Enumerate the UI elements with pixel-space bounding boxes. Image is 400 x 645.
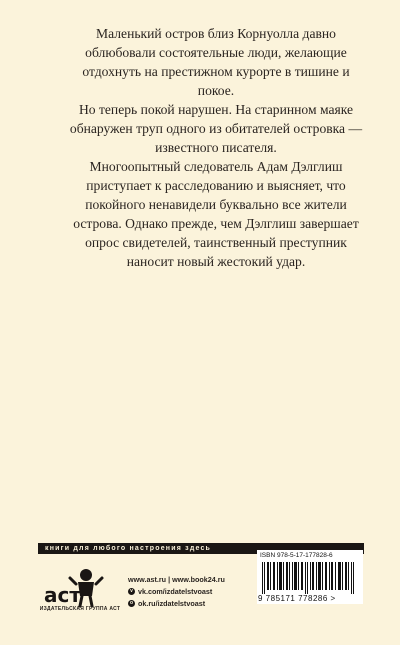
ok-link[interactable]: ok.ru/izdatelstvoast (138, 598, 206, 608)
blurb-paragraph: Маленький остров близ Корнуолла давно облюбовали состоятельные люди, желающие отдохнуть на престижном курорте в тишине и покое. (82, 26, 350, 98)
vk-icon: v (128, 588, 135, 595)
blurb-paragraph: Многоопытный следователь Адам Дэлглиш приступает к расследованию и выясняет, что покойного ненавидели буквально все жители острова. Однако прежде, чем Дэлглиш завершает опрос свидетелей, таинственный преступник наносит новый жестокий удар. (73, 159, 359, 269)
vk-row (128, 585, 268, 597)
barcode-digits: 9 785171 778286 > (258, 594, 336, 603)
book-blurb (66, 24, 366, 271)
publisher-name: ИЗДАТЕЛЬСКАЯ ГРУППА АСТ (39, 606, 121, 612)
blurb-paragraph: Но теперь покой нарушен. На старинном маяке обнаружен труп одного из обитателей островка — известного писателя. (69, 102, 363, 155)
barcode-bars (258, 562, 362, 594)
publisher-links (128, 573, 268, 609)
ok-row (128, 597, 268, 609)
vk-link[interactable]: vk.com/izdatelstvoast (138, 586, 213, 596)
ast-logo (40, 566, 110, 608)
websites-link[interactable]: www.ast.ru | www.book24.ru (128, 574, 225, 584)
websites-row (128, 573, 268, 585)
ok-icon: o (129, 599, 134, 606)
logo-wordmark: аст (44, 583, 81, 607)
isbn-number: ISBN 978-5-17-177828-6 (260, 552, 333, 559)
tagline-banner: книги для любого настроения здесь (38, 543, 364, 554)
